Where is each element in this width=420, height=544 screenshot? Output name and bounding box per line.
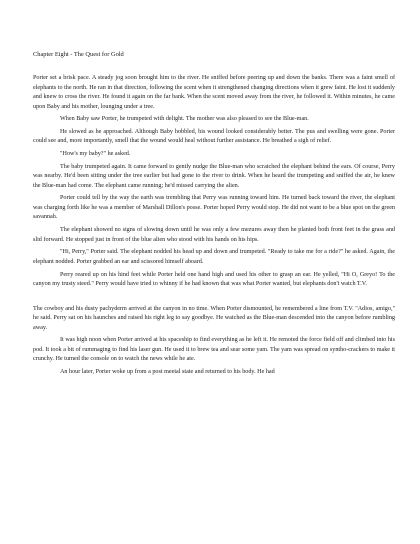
paragraph-3: He slowed as he approached. Although Baby hobbled, his wound looked considerably better. The pus and swelling were gone. Porter could see and, more importantly, smell that the wound would heal without further assistance. He breathed a sigh of relief. [33,128,395,145]
paragraph-11: It was high noon when Porter arrived at his spaceship to find everything as he left it. He remoted the force field off and climbed into his pod. It took a bit of rummaging to find his laser gun. He used it to brew tea and sear some yam. The yam was spread on syntho-crackers to make it crunchy. He turned the console on to watch the news while he ate. [33,337,395,363]
document-page [33,50,395,381]
paragraph-8: "Hi, Perry," Porter said. The elephant nodded his head up and down and trumpeted. "Ready to take me for a ride?" he asked. Again, the elephant nodded. Porter grabbed an ear and scissored himself aboard. [33,249,395,265]
paragraph-5: The baby trumpeted again. It came forward to gently nudge the Blue-man who scratched the elephant behind the ears. Of course, Perry was nearby. He'd been sitting under the tree earlier but had gone to the river to drink. When he heard the trumpeting and sniffed the air, he knew the Blue-man had come. The elephant came running; he'd missed carrying the alien. [33,163,395,189]
paragraph-6: Porter could tell by the way the earth was trembling that Perry was running toward him. He turned back toward the river, the elephant was charging forth like he was a member of Marshall Dillon's posse. Porter hoped Perry would stop. He did not want to be a blue spot on the green savannah. [33,195,395,221]
paragraph-7: The elephant showed no signs of slowing down until he was only a few mezures away then he planted both front feet in the grass and slid forward. He stopped just in front of the blue alien who stood with his hands on his hips. [33,227,395,243]
paragraph-4: "How's my baby?" he asked. [60,151,131,158]
paragraph-9: Perry reared up on his hind feet while Porter held one hand high and used his other to grasp an ear. He yelled, "Hi O, Greyo! To the canyon my trusty steed." Perry would have tried to whinny if he had known that was what Porter wanted, but elephants don't watch T.V. [33,271,395,287]
paragraph-10: The cowboy and his dusty pachyderm arrived at the canyon in no time. When Porter dismounted, he remembered a line from T.V. "Adios, amigo," he said. Perry sat on his haunches and raised his right leg to say goodbye. He watched as the Blue-man descended into the canyon before rumbling away. [33,305,395,331]
section-break [33,293,395,305]
chapter-title: Chapter Eight - The Quest for Gold [33,51,124,58]
paragraph-2: When Baby saw Porter, he trumpeted with delight. The mother was also pleased to see the Blue-man. [60,116,309,123]
paragraph-1: Porter set a brisk pace. A steady jog soon brought him to the river. He sniffed before peering up and down the banks. There was a faint smell of elephants to the north. He ran in that direction, following the scent when it strengthened changing directions when it grew faint. He lost it suddenly and knew to cross the river. He found it again on the far bank. When the scent moved away from the river, he followed it. Within minutes, he came upon Baby and his mother, lounging under a tree. [33,75,395,110]
paragraph-12: An hour later, Porter woke up from a post meetal state and returned to his body. He had [60,369,275,376]
